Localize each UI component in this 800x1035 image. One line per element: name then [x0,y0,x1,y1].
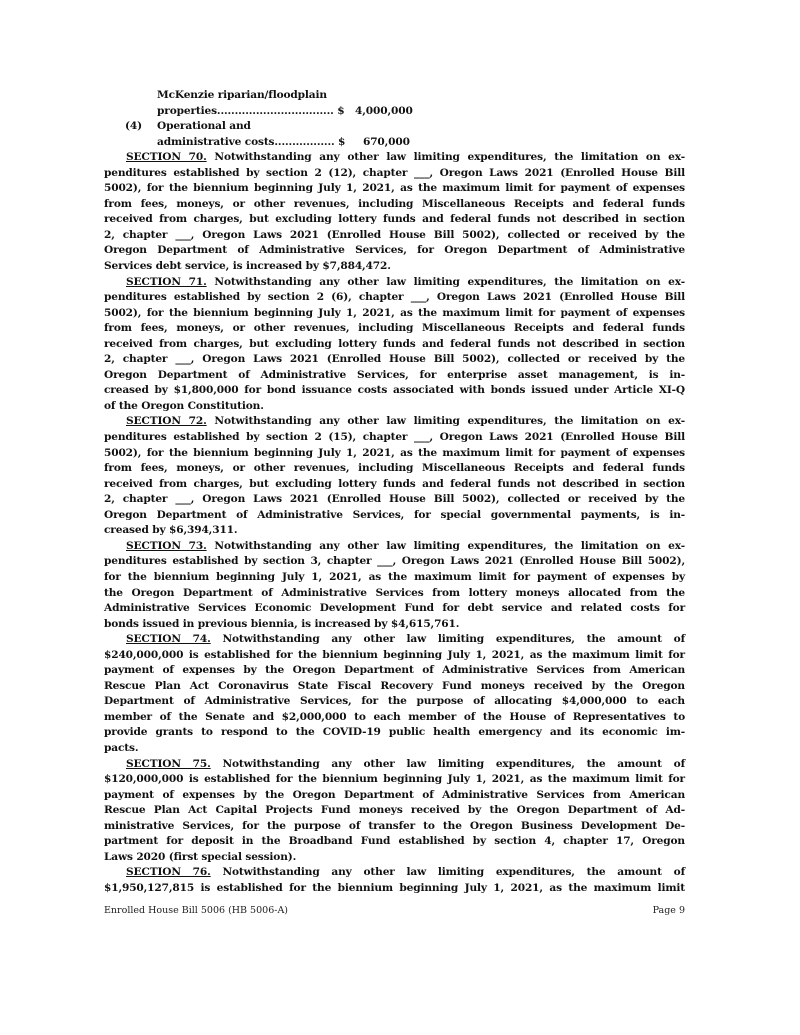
section-text-line: $120,000,000 is established for the biennium beginning July 1, 2021, as the maximum limit for [104,773,685,786]
section-text-line: from fees, moneys, or other revenues, including Miscellaneous Receipts and federal funds [104,462,685,475]
section-text-line: from fees, moneys, or other revenues, including Miscellaneous Receipts and federal funds [104,322,685,335]
section-first-line [104,275,685,291]
section-text-line: penditures established by section 2 (15), chapter ___, Oregon Laws 2021 (Enrolled House Bill [104,431,685,444]
section-text: Notwithstanding any other law limiting expenditures, the limitation on ex- [214,539,685,552]
section-text-line: received from charges, but excluding lottery funds and federal funds not described in section [104,477,685,490]
list-item-line: administrative costs................. $ 670,000 [157,135,410,148]
section-text-line: for the biennium beginning July 1, 2021, as the maximum limit for payment of expenses by [104,570,685,583]
section-text-line: payment of expenses by the Oregon Department of Administrative Services from American [104,788,685,801]
section-first-line [104,632,685,648]
section-text-line: Oregon Department of Administrative Services, for enterprise asset management, is in- [104,368,685,381]
footer-bill-title: Enrolled House Bill 5006 (HB 5006-A) [104,905,289,916]
section-text-line: Oregon Department of Administrative Services, for special governmental payments, is in- [104,508,685,521]
section-text-line: received from charges, but excluding lottery funds and federal funds not described in section [104,213,685,226]
list-item-4 [104,119,685,135]
section-first-line [104,757,685,773]
section-text-line: $1,950,127,815 is established for the biennium beginning July 1, 2021, as the maximum limit [104,881,685,894]
section-text-line: Rescue Plan Act Coronavirus State Fiscal Recovery Fund moneys received by the Oregon [104,679,685,692]
section-text: Notwithstanding any other law limiting expenditures, the amount of [222,866,685,879]
section-heading: SECTION 75. [126,757,211,770]
section-text-line: 5002), for the biennium beginning July 1, 2021, as the maximum limit for payment of expenses [104,446,685,459]
section-text-line: from fees, moneys, or other revenues, including Miscellaneous Receipts and federal funds [104,197,685,210]
section-text-line: 2, chapter ___, Oregon Laws 2021 (Enrolled House Bill 5002), collected or received by the [104,353,685,366]
section-text-line: creased by $6,394,311. [104,524,238,537]
section-heading: SECTION 74. [126,633,211,646]
section-text: Notwithstanding any other law limiting expenditures, the amount of [222,757,685,770]
section-text-line: Laws 2020 (first special session). [104,850,297,863]
section-text-line: Administrative Services Economic Development Fund for debt service and related costs for [104,602,685,615]
sections-container [104,150,685,896]
section-text-line: Department of Administrative Services, for the purpose of allocating $4,000,000 to each [104,695,685,708]
section-text-line: received from charges, but excluding lottery funds and federal funds not described in section [104,337,685,350]
footer-page-number: Page 9 [652,905,685,916]
section-text: Notwithstanding any other law limiting expenditures, the limitation on ex- [214,275,685,288]
section-first-line [104,539,685,555]
section-text-line: penditures established by section 3, chapter ___, Oregon Laws 2021 (Enrolled House Bill 5002), [104,555,685,568]
list-continuation-line: properties................................. $ 4,000,000 [157,104,413,117]
section-first-line [104,865,685,881]
section-text-line: payment of expenses by the Oregon Department of Administrative Services from American [104,664,685,677]
section-text-line: member of the Senate and $2,000,000 to each member of the House of Representatives to [104,710,685,723]
section-text: Notwithstanding any other law limiting expenditures, the amount of [222,633,685,646]
section-text-line: bonds issued in previous biennia, is increased by $4,615,761. [104,617,460,630]
section-text-line: ministrative Services, for the purpose of transfer to the Oregon Business Development De- [104,819,685,832]
section-text-line: 2, chapter ___, Oregon Laws 2021 (Enrolled House Bill 5002), collected or received by the [104,228,685,241]
section-heading: SECTION 76. [126,866,211,879]
section-text-line: Oregon Department of Administrative Services, for Oregon Department of Administrative [104,244,685,257]
section-text-line: creased by $1,800,000 for bond issuance costs associated with bonds issued under Article XI-Q [104,384,685,397]
section-text-line: Rescue Plan Act Capital Projects Fund moneys received by the Oregon Department of Ad- [104,804,685,817]
section-text-line: 5002), for the biennium beginning July 1, 2021, as the maximum limit for payment of expenses [104,182,685,195]
section-text-line: partment for deposit in the Broadband Fund established by section 4, chapter 17, Oregon [104,835,685,848]
section-heading: SECTION 73. [126,539,207,552]
section-text-line: provide grants to respond to the COVID-19 public health emergency and its economic im- [104,726,685,739]
bill-text [104,88,685,896]
section-text-line: penditures established by section 2 (12), chapter ___, Oregon Laws 2021 (Enrolled House Bill [104,166,685,179]
section-text-line: the Oregon Department of Administrative Services from lottery moneys allocated from the [104,586,685,599]
list-item-number: (4) [125,120,142,133]
section-text-line: of the Oregon Constitution. [104,399,264,412]
section-heading: SECTION 70. [126,151,207,164]
section-text-line: pacts. [104,741,139,754]
list-item-label: Operational and [157,120,251,133]
section-text-line: penditures established by section 2 (6), chapter ___, Oregon Laws 2021 (Enrolled House Bill [104,291,685,304]
section-heading: SECTION 71. [126,275,207,288]
list-continuation-line: McKenzie riparian/floodplain [157,89,327,101]
section-text-line: $240,000,000 is established for the biennium beginning July 1, 2021, as the maximum limit for [104,648,685,661]
section-text-line: 5002), for the biennium beginning July 1, 2021, as the maximum limit for payment of expenses [104,306,685,319]
section-first-line [104,414,685,430]
section-text: Notwithstanding any other law limiting expenditures, the limitation on ex- [214,151,685,164]
section-text: Notwithstanding any other law limiting expenditures, the limitation on ex- [214,415,685,428]
section-heading: SECTION 72. [126,415,207,428]
section-text-line: 2, chapter ___, Oregon Laws 2021 (Enrolled House Bill 5002), collected or received by the [104,493,685,506]
section-text-line: Services debt service, is increased by $7,884,472. [104,260,391,273]
section-first-line [104,150,685,166]
